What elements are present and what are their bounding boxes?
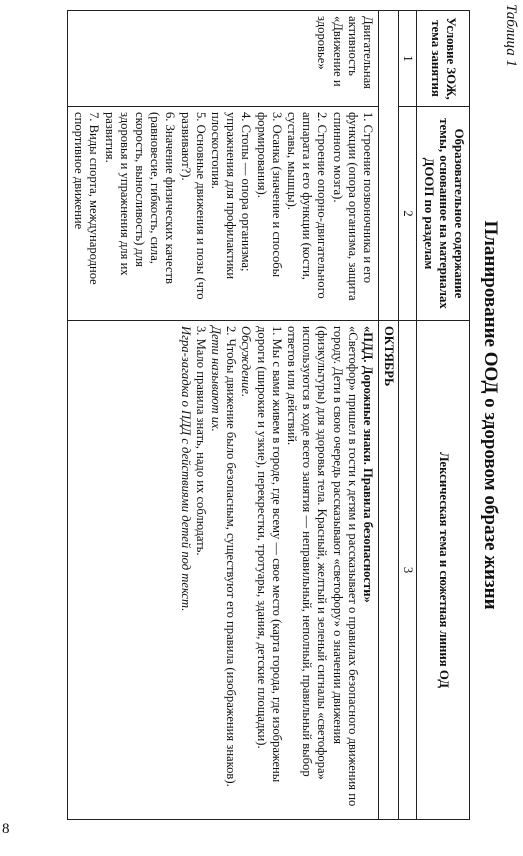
col-number-2: 2 [399, 107, 417, 321]
content-item: 1. Строение позвоночника и его функции (опора организма, защита спинного мозга). [330, 112, 375, 301]
content-item: 4. Стопы — опора организма; упражнения для профилактики плоскостопия. [208, 112, 254, 280]
lexical-note: Игра-загадка о ПДД с действиями детей под текст. [178, 326, 193, 612]
month-row [378, 11, 398, 820]
page-number: 8 [2, 821, 10, 837]
lexical-title: «ПДД. Дорожные знаки. Правила безопасности» [360, 326, 375, 603]
table-row [67, 11, 378, 820]
page-title: Планирование ООД о здоровом образе жизни [480, 220, 501, 610]
topic-cell: Двигательная активность «Движение и здоровье» [67, 11, 378, 107]
content-cell [67, 107, 378, 321]
lexical-intro: «Светофор» пришел в гости к детям и рассказывает о правилах безопасного движения по городу. Дети в свою очередь рассказывают «светофору» о значении движения (физкультуры) для здоровья тела. Красный, желтый и зеленый сигналы «светофора» используются в ходе всего занятия — неправильный, неполный, правильный выбор ответов или действий. [284, 326, 360, 807]
content-item: 3. Осанка (значение и способы формирования). [254, 112, 284, 278]
lexical-point: 2. Чтобы движение было безопасным, существуют его правила (изображения знаков). [224, 326, 239, 787]
lexical-note: Дети называют их. [208, 326, 223, 432]
col-number-1: 1 [399, 11, 417, 107]
lexical-point: 1. Мы с вами живем в городе, где всему — свое место (карта города, где изображены дороги (широкие и узкие), перекрестки, тротуары, здания, детские площадки). [254, 326, 284, 783]
col-number-3: 3 [399, 321, 417, 820]
header-content: Образовательное содержание темы, основанное на материалах ДООП по разделам [417, 107, 470, 321]
header-row [417, 11, 470, 820]
lexical-cell [67, 321, 378, 820]
content-item: 6. Значение физических качеств (равновесие, гибкость, сила, скорость, выносливость) для здоровья и упражнения для их развития. [102, 112, 178, 284]
header-topic: Условие ЗОЖ, тема занятия [417, 11, 470, 107]
lexical-note: Обсуждение. [239, 326, 254, 398]
number-row [399, 11, 417, 820]
plan-table [67, 10, 470, 820]
content-item: 7. Виды спорта, международное спортивное движение [72, 112, 102, 285]
table-label: Таблица 1 [503, 4, 519, 67]
header-lexical: Лексическая тема и сюжетная линия ОД [417, 321, 470, 820]
month-label: ОКТЯБРЬ [378, 321, 398, 820]
content-item: 5. Основные движения и позы (что развивают?). [178, 112, 208, 300]
lexical-point: 3. Мало правила знать, надо их соблюдать. [193, 326, 208, 556]
rotated-content [22, 10, 510, 820]
content-item: 2. Строение опорно-двигательного аппарата и его функции (кости, суставы, мышцы). [284, 112, 330, 299]
